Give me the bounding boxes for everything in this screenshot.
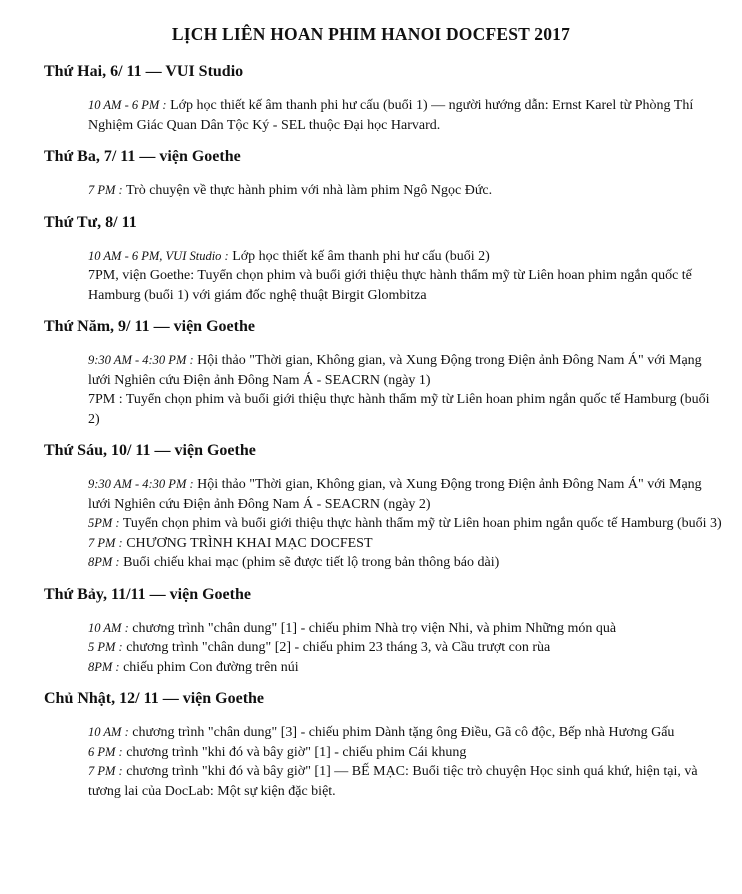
item-text: Buổi chiếu khai mạc (phim sẽ được tiết lộ trong bản thông báo dài) <box>119 555 500 570</box>
schedule-item <box>88 638 722 658</box>
schedule-item <box>88 96 722 135</box>
day-heading: Thứ Ba, 7/ 11 — viện Goethe <box>44 148 241 165</box>
item-text: Hội thảo "Thời gian, Không gian, và Xung Động trong Điện ảnh Đông Nam Á" với Mạng lưới Nghiên cứu Điện ảnh Đông Nam Á - SEACRN (ngày 1) <box>88 353 702 388</box>
item-time: 8PM : <box>88 555 120 569</box>
day-section <box>44 62 722 135</box>
item-time: 8PM : <box>88 659 120 674</box>
schedule-item <box>88 181 722 201</box>
day-section <box>44 441 722 573</box>
day-items <box>88 247 722 306</box>
item-time: 9:30 AM - 4:30 PM : <box>88 477 194 491</box>
schedule-item <box>88 266 722 305</box>
day-heading: Thứ Tư, 8/ 11 <box>44 213 137 231</box>
item-time: 9:30 AM - 4:30 PM : <box>88 353 194 367</box>
schedule-item <box>88 351 722 390</box>
item-text: 7PM, viện Goethe: Tuyển chọn phim và buổi giới thiệu thực hành thẩm mỹ từ Liên hoan phim ngắn quốc tế Hamburg (buổi 1) với giám đốc nghệ thuật Birgit Glombitza <box>88 268 692 303</box>
schedule-item <box>88 514 722 534</box>
schedule-item <box>88 658 722 678</box>
item-text: Trò chuyện về thực hành phim với nhà làm phim Ngô Ngọc Đức. <box>122 183 493 198</box>
schedule-item <box>88 390 722 429</box>
day-heading: Chủ Nhật, 12/ 11 — viện Goethe <box>44 690 265 707</box>
day-section <box>44 317 722 429</box>
day-section <box>44 147 722 201</box>
day-items <box>88 619 722 678</box>
day-items <box>88 181 722 201</box>
day-heading: Thứ Bảy, 11/11 — viện Goethe <box>44 585 251 603</box>
day-heading: Thứ Năm, 9/ 11 — viện Goethe <box>44 318 255 335</box>
item-text: Lớp học thiết kế âm thanh phi hư cấu (buổi 2) <box>228 248 490 264</box>
item-text: chương trình "chân dung" [2] - chiếu phim 23 tháng 3, và Cầu trượt con rùa <box>122 640 551 655</box>
item-text: Tuyển chọn phim và buổi giới thiệu thực hành thẩm mỹ từ Liên hoan phim ngắn quốc tế Hamburg (buổi 3) <box>119 516 722 531</box>
schedule-item <box>88 762 722 801</box>
item-text: chương trình "khi đó và bây giờ" [1] — BẾ MẠC: Buổi tiệc trò chuyện Học sinh quá khứ, hiện tại, và tương lai của DocLab: Một sự kiện đặc biệt. <box>88 764 698 799</box>
schedule-item <box>88 619 722 639</box>
item-text: 7PM : Tuyển chọn phim và buổi giới thiệu thực hành thẩm mỹ từ Liên hoan phim ngắn quốc tế Hamburg (buổi 2) <box>88 392 710 427</box>
item-text: Lớp học thiết kế âm thanh phi hư cấu (buổi 1) — người hướng dẫn: Ernst Karel từ Phòng Thí Nghiệm Giác Quan Dân Tộc Ký - SEL thuộc Đại học Harvard. <box>88 98 694 133</box>
item-text: chương trình "chân dung" [1] - chiếu phim Nhà trọ viện Nhi, và phim Những món quà <box>128 620 617 636</box>
item-time: 5 PM : <box>88 640 123 654</box>
schedule-item <box>88 553 722 573</box>
schedule-item <box>88 247 722 267</box>
day-items <box>88 96 722 135</box>
item-time: 10 AM - 6 PM : <box>88 98 167 112</box>
item-time: 7 PM : <box>88 764 123 778</box>
item-time: 10 AM : <box>88 620 129 635</box>
page-title: LỊCH LIÊN HOAN PHIM HANOI DOCFEST 2017 <box>171 24 571 44</box>
day-items <box>88 475 722 573</box>
item-time: 7 PM : <box>88 183 123 197</box>
day-heading: Thứ Sáu, 10/ 11 — viện Goethe <box>44 442 256 459</box>
item-text: chương trình "khi đó và bây giờ" [1] - chiếu phim Cái khung <box>122 744 467 760</box>
item-text: chiếu phim Con đường trên núi <box>119 659 299 675</box>
schedule-item <box>88 475 722 514</box>
day-items <box>88 723 722 801</box>
item-time: 7 PM : <box>88 535 123 550</box>
schedule-item <box>88 534 722 554</box>
item-time: 10 AM - 6 PM, VUI Studio : <box>88 248 229 263</box>
schedule-item <box>88 743 722 763</box>
day-heading: Thứ Hai, 6/ 11 — VUI Studio <box>44 63 244 80</box>
item-text: CHƯƠNG TRÌNH KHAI MẠC DOCFEST <box>122 535 373 551</box>
day-section <box>44 585 722 678</box>
item-time: 10 AM : <box>88 725 129 739</box>
item-text: Hội thảo "Thời gian, Không gian, và Xung Động trong Điện ảnh Đông Nam Á" với Mạng lưới Nghiên cứu Điện ảnh Đông Nam Á - SEACRN (ngày 2) <box>88 477 702 512</box>
item-time: 6 PM : <box>88 744 123 759</box>
schedule-item <box>88 723 722 743</box>
item-time: 5PM : <box>88 516 120 530</box>
day-section <box>44 689 722 801</box>
item-text: chương trình "chân dung" [3] - chiếu phim Dành tặng ông Điều, Gã cô độc, Bếp nhà Hương Gấu <box>128 725 675 740</box>
day-section <box>44 213 722 306</box>
day-items <box>88 351 722 429</box>
